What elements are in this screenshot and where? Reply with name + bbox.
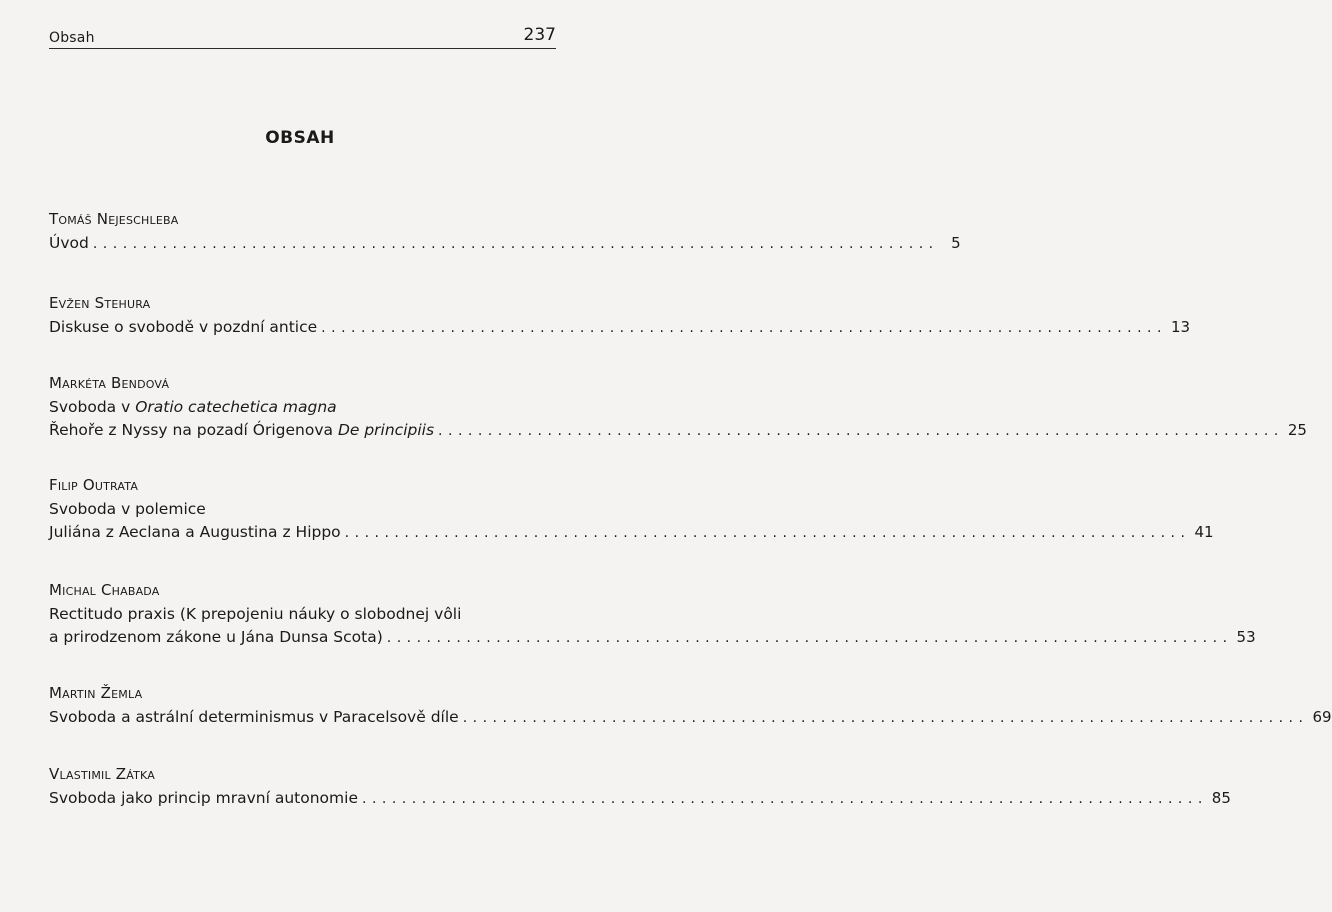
entry-author: Markéta Bendová [49,374,170,392]
toc-title: OBSAH [265,128,335,148]
toc-entry [49,579,1256,650]
toc-entry [49,763,1231,811]
entry-title-italic: De principiis [337,421,435,439]
entry-title: Juliána z Aeclana a Augustina z Hippo [49,523,341,541]
entry-page: 25 [1287,421,1307,439]
entry-author: Filip Outrata [49,476,139,494]
entry-title-line: Rectitudo praxis (K prepojeniu náuky o slobodnej vôli [49,605,462,623]
dot-leader: ..................................................................................... [462,710,1309,726]
toc-entry [49,682,1332,730]
entry-page: 69 [1312,708,1332,726]
entry-author: Michal Chabada [49,581,160,599]
entry-page: 41 [1194,523,1214,541]
dot-leader: ..................................................................................... [386,630,1233,646]
entry-title: Svoboda a astrální determinismus v Paracelsově díle [49,708,459,726]
dot-leader: ..................................................................................... [344,525,1191,541]
page-number: 237 [523,25,556,45]
toc-entry [49,474,1214,545]
entry-title: Svoboda jako princip mravní autonomie [49,789,358,807]
entry-title-line [49,232,961,256]
dot-leader: ..................................................................................... [92,236,939,252]
dot-leader: ..................................................................................... [321,320,1167,336]
entry-title-part: Řehoře z Nyssy na pozadí Órigenova [49,421,338,439]
toc-entry [49,372,1307,443]
entry-title-part [49,419,434,442]
page-header [49,18,556,49]
entry-title-line [49,396,556,419]
entry-title: Úvod [49,234,89,252]
toc-entry [49,292,1191,340]
entry-title-line [49,419,1307,443]
entry-title-line [49,626,1256,650]
entry-title-line [49,787,1231,811]
entry-author: Evžen Stehura [49,294,151,312]
entry-page: 13 [1170,318,1191,336]
dot-leader: ..................................................................................... [362,791,1208,807]
entry-title-line [49,706,1332,730]
entry-page: 5 [951,234,961,252]
entry-title-line [49,316,1191,340]
entry-title: Diskuse o svobodě v pozdní antice [49,318,318,336]
entry-author: Martin Žemla [49,684,143,702]
entry-author: Tomáš Nejeschleba [49,210,179,228]
entry-title-line: Svoboda v polemice [49,500,206,518]
toc-entry [49,208,961,256]
dot-leader: ..................................................................................... [438,423,1284,439]
entry-title-line [49,521,1214,545]
running-head: Obsah [49,30,95,46]
entry-author: Vlastimil Zátka [49,765,155,783]
entry-title-italic: Oratio catechetica magna [135,398,337,416]
entry-title: a prirodzenom zákone u Jána Dunsa Scota) [49,628,383,646]
entry-page: 85 [1211,789,1231,807]
entry-page: 53 [1236,628,1256,646]
entry-title-part: Svoboda v [49,398,136,416]
